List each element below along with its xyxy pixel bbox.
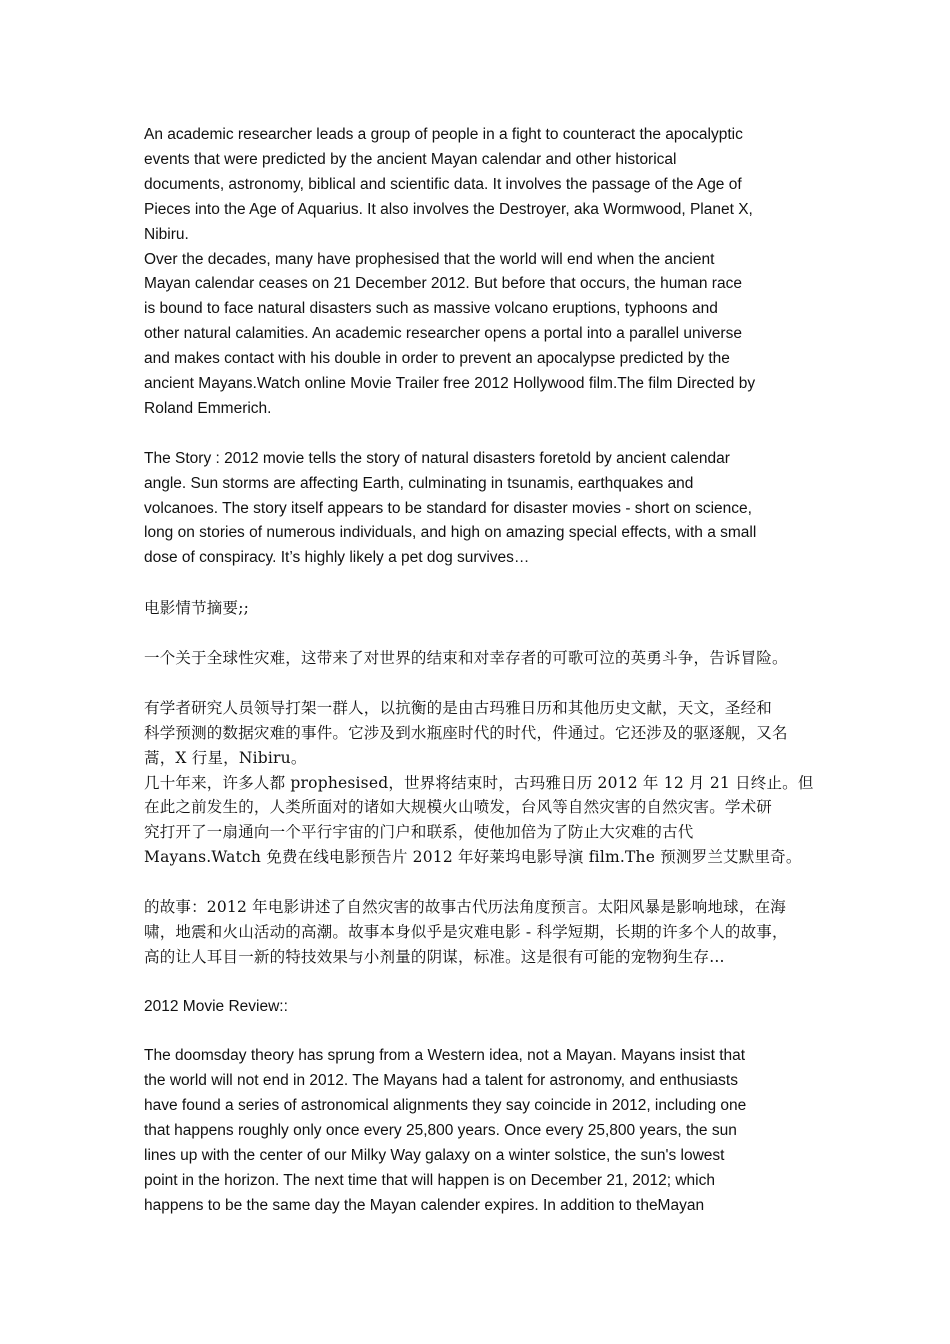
- blank-line: [144, 671, 824, 696]
- blank-line: [144, 422, 824, 447]
- text-line: dose of conspiracy. It’s highly likely a pet dog survives…: [144, 549, 530, 567]
- text-line: and makes contact with his double in order to prevent an apocalypse predicted by the: [144, 350, 730, 368]
- text-line: happens to be the same day the Mayan calender expires. In addition to theMayan: [144, 1196, 705, 1214]
- text-line: 啸，地震和火山活动的高潮。故事本身似乎是灾难电影 - 科学短期，长期的许多个人的故事，: [144, 922, 788, 941]
- text-line: Roland Emmerich.: [144, 399, 272, 417]
- blank-line: [144, 1020, 824, 1045]
- text-line: Mayans.Watch 免费在线电影预告片 2012 年好莱坞电影导演 film.The 预测罗兰艾默里奇。: [144, 848, 802, 867]
- text-line: The doomsday theory has sprung from a Western idea, not a Mayan. Mayans insist that: [144, 1047, 746, 1065]
- text-line: 几十年来，许多人都 prophesised，世界将结束时，古玛雅日历 2012 年 12 月 21 日终止。但: [144, 773, 814, 792]
- text-line: An academic researcher leads a group of people in a fight to counteract the apocalyptic: [144, 126, 743, 143]
- text-line: 高的让人耳目一新的特技效果与小剂量的阴谋，标准。这是很有可能的宠物狗生存...: [144, 947, 725, 966]
- text-line: long on stories of numerous individuals, and high on amazing special effects, with a small: [144, 524, 757, 542]
- text-line: 电影情节摘要;;: [144, 599, 250, 618]
- text-line: 在此之前发生的，人类所面对的诸如大规模火山喷发，台风等自然灾害的自然灾害。学术研: [144, 798, 773, 817]
- text-line: have found a series of astronomical alignments they say coincide in 2012, including one: [144, 1097, 747, 1115]
- blank-line: [144, 970, 824, 995]
- text-line: events that were predicted by the ancient Mayan calendar and other historical: [144, 150, 677, 168]
- text-line: is bound to face natural disasters such as massive volcano eruptions, typhoons and: [144, 300, 718, 318]
- text-line: angle. Sun storms are affecting Earth, culminating in tsunamis, earthquakes and: [144, 474, 694, 492]
- text-line: the world will not end in 2012. The Mayans had a talent for astronomy, and enthusiasts: [144, 1072, 738, 1090]
- text-line: 有学者研究人员领导打架一群人，以抗衡的是由古玛雅日历和其他历史文献，天文，圣经和: [144, 698, 773, 717]
- text-line: other natural calamities. An academic researcher opens a portal into a parallel universe: [144, 325, 742, 343]
- text-line: Nibiru.: [144, 225, 189, 243]
- text-line: 究打开了一扇通向一个平行宇宙的门户和联系，使他加倍为了防止大灾难的古代: [144, 823, 694, 842]
- text-line: 的故事：2012 年电影讲述了自然灾害的故事古代历法角度预言。太阳风暴是影响地球，在海: [144, 898, 786, 917]
- text-line: 2012 Movie Review::: [144, 997, 288, 1015]
- text-line: 蒿，X 行星，Nibiru。: [144, 748, 307, 767]
- text-line: documents, astronomy, biblical and scientific data. It involves the passage of the Age of: [144, 175, 742, 193]
- blank-line: [144, 621, 824, 646]
- text-line: point in the horizon. The next time that will happen is on December 21, 2012; which: [144, 1171, 715, 1189]
- text-line: lines up with the center of our Milky Way galaxy on a winter solstice, the sun's lowest: [144, 1147, 725, 1165]
- text-line: ancient Mayans.Watch online Movie Trailer free 2012 Hollywood film.The film Directed by: [144, 375, 756, 393]
- text-line: The Story : 2012 movie tells the story of natural disasters foretold by ancient calendar: [144, 449, 730, 467]
- text-line: Over the decades, many have prophesised that the world will end when the ancient: [144, 250, 715, 268]
- blank-line: [144, 571, 824, 596]
- document-page: [144, 123, 824, 1219]
- text-line: volcanoes. The story itself appears to be standard for disaster movies - short on science,: [144, 499, 752, 517]
- text-line: 科学预测的数据灾难的事件。它涉及到水瓶座时代的时代，件通过。它还涉及的驱逐舰，又名: [144, 723, 788, 742]
- text-line: 一个关于全球性灾难，这带来了对世界的结束和对幸存者的可歌可泣的英勇斗争，告诉冒险。: [144, 648, 788, 667]
- text-line: Pieces into the Age of Aquarius. It also involves the Destroyer, aka Wormwood, Planet X,: [144, 200, 753, 218]
- blank-line: [144, 870, 824, 895]
- text-line: Mayan calendar ceases on 21 December 2012. But before that occurs, the human race: [144, 275, 742, 293]
- text-line: that happens roughly only once every 25,800 years. Once every 25,800 years, the sun: [144, 1122, 737, 1140]
